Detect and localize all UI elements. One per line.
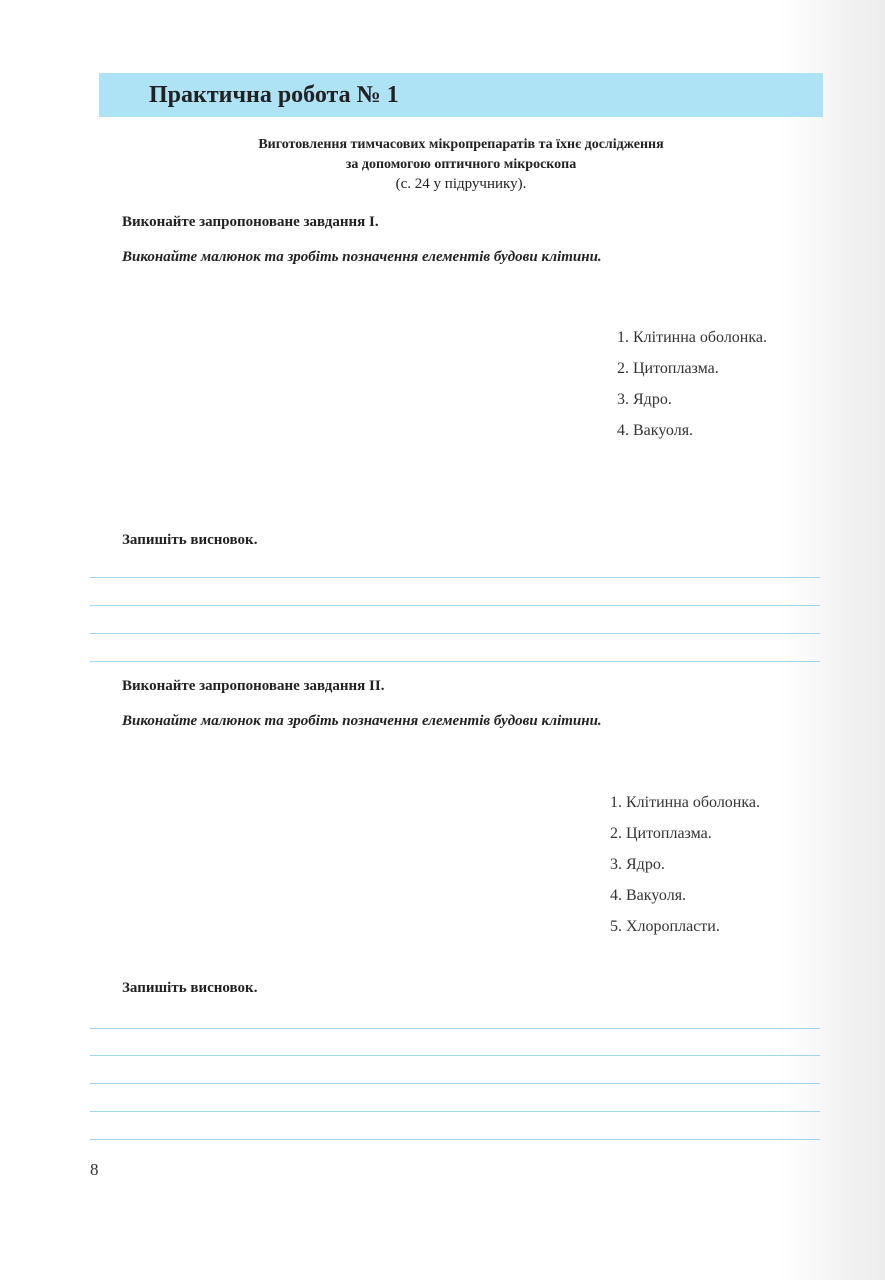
writing-line[interactable] <box>90 633 820 634</box>
writing-line[interactable] <box>90 1055 820 1056</box>
task-1-instruction: Виконайте малюнок та зробіть позначення елементів будови клітини. <box>122 249 602 265</box>
task-2-drawing-area[interactable] <box>122 750 592 975</box>
task-1-label-list <box>617 322 767 446</box>
task-2-heading: Виконайте запропоноване завдання ІІ. <box>122 678 385 694</box>
subtitle-line-2: за допомогою оптичного мікроскопа <box>345 157 577 172</box>
list-item: 5. Хлоропласти. <box>610 918 720 935</box>
writing-line[interactable] <box>90 1028 820 1029</box>
task-1-conclusion-prompt: Запишіть висновок. <box>122 532 258 548</box>
task-2-instruction: Виконайте малюнок та зробіть позначення елементів будови клітини. <box>122 713 602 729</box>
list-item: 2. Цитоплазма. <box>610 825 712 842</box>
writing-line[interactable] <box>90 605 820 606</box>
title-banner <box>99 73 823 117</box>
writing-line[interactable] <box>90 577 820 578</box>
writing-line[interactable] <box>90 1139 820 1140</box>
textbook-reference: (с. 24 у підручнику). <box>395 176 527 192</box>
writing-line[interactable] <box>90 1083 820 1084</box>
subtitle-line-1: Виготовлення тимчасових мікропрепаратів та їхнє дослідження <box>258 137 664 152</box>
page-title: Практична робота № 1 <box>149 82 399 108</box>
list-item: 1. Клітинна оболонка. <box>617 329 767 346</box>
writing-line[interactable] <box>90 1111 820 1112</box>
task-2-label-list <box>610 787 760 942</box>
list-item: 4. Вакуоля. <box>617 422 694 439</box>
list-item: 2. Цитоплазма. <box>617 360 719 377</box>
writing-line[interactable] <box>90 661 820 662</box>
list-item: 1. Клітинна оболонка. <box>610 794 760 811</box>
page-number: 8 <box>90 1160 99 1179</box>
list-item: 3. Ядро. <box>617 391 672 408</box>
task-2-conclusion-prompt: Запишіть висновок. <box>122 980 258 996</box>
list-item: 3. Ядро. <box>610 856 665 873</box>
task-1-drawing-area[interactable] <box>122 285 592 520</box>
task-1-heading: Виконайте запропоноване завдання І. <box>122 214 379 230</box>
list-item: 4. Вакуоля. <box>610 887 687 904</box>
